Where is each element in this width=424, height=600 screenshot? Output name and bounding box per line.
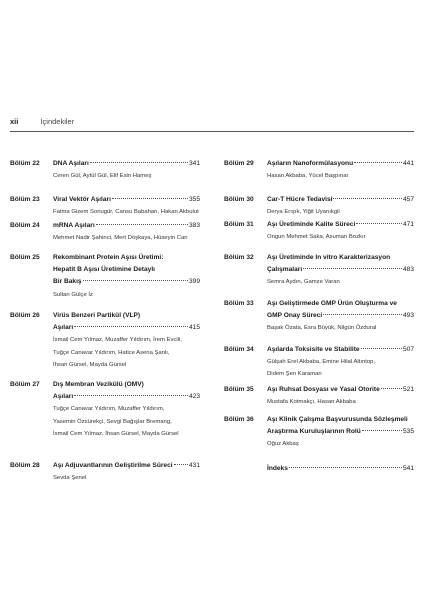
toc-entry[interactable] (10, 310, 200, 371)
entry-body (53, 252, 200, 301)
chapter-title-line-with-page (53, 391, 200, 403)
toc-entry[interactable] (224, 194, 414, 218)
dot-leader (289, 467, 402, 468)
chapter-title: Bir Bakış (53, 278, 82, 286)
chapter-title: Viral Vektör Aşıları (53, 196, 111, 203)
chapter-number: Bölüm 24 (10, 222, 40, 229)
toc-entry[interactable] (10, 252, 200, 301)
chapter-title: Aşıları (53, 324, 74, 332)
chapter-number: Bölüm 29 (224, 160, 254, 167)
chapter-authors: Fatma Gizem Sonugür, Cansu Babahan, Hakan Akbulut (53, 209, 199, 216)
chapter-number: Bölüm 30 (224, 196, 254, 203)
chapter-title-line: Aşı Geliştirmede GMP Ürün Oluşturma ve (267, 300, 397, 307)
chapter-title: İndeks (267, 465, 288, 472)
chapter-title-line-with-page (53, 322, 200, 334)
dot-leader (303, 268, 402, 269)
toc-entry[interactable] (10, 460, 200, 484)
entry-body (267, 298, 414, 335)
chapter-authors: Mustafa Kotmakçı, Hasan Akbaba (267, 399, 356, 406)
dot-leader (96, 224, 188, 225)
entry-body (267, 344, 414, 381)
chapter-authors: Başak Özata, Esra Büyük, Nilgün Özdural (267, 325, 377, 332)
page-number: 535 (402, 428, 414, 436)
page-number: 399 (188, 278, 200, 286)
toc-entry[interactable] (10, 379, 200, 440)
chapter-authors: Derya Erışık, Yiğit Uyanıkgil (267, 209, 340, 216)
chapter-authors: İhsan Gürsel, Mayda Gürsel (53, 361, 127, 368)
chapter-title: GMP Onay Süreci (267, 312, 323, 320)
chapter-title: mRNA Aşıları (53, 222, 95, 229)
dot-leader (356, 223, 402, 224)
dot-leader (333, 198, 402, 199)
dot-leader (381, 388, 402, 389)
chapter-number: Bölüm 25 (10, 254, 40, 261)
toc-entry[interactable] (224, 158, 414, 182)
chapter-title: Aşı Üretiminde Kalite Süreci (267, 221, 356, 228)
toc-entry[interactable] (10, 194, 200, 218)
page-number: 471 (402, 221, 414, 228)
page-number: 355 (188, 196, 200, 203)
chapter-number: Bölüm 35 (224, 386, 254, 393)
chapter-title-line-with-page (267, 219, 414, 231)
chapter-title-line-with-page (267, 158, 414, 170)
entry-body (53, 220, 200, 244)
chapter-number: Bölüm 23 (10, 196, 40, 203)
chapter-title-line-with-page (53, 460, 200, 472)
chapter-authors: Semra Aydın, Gamze Varan (267, 279, 340, 286)
toc-entry[interactable] (10, 158, 200, 182)
page-number: 383 (188, 222, 200, 229)
chapter-title-line-with-page (53, 276, 200, 288)
toc-entry[interactable] (224, 414, 414, 451)
chapter-authors: Didem Şen Karaman (267, 371, 322, 378)
chapter-title-line-with-page (267, 344, 414, 356)
dot-leader (90, 162, 188, 163)
toc-entry[interactable] (224, 463, 414, 475)
page-number: 431 (188, 462, 200, 469)
toc-entry[interactable] (10, 220, 200, 244)
chapter-title-line-with-page (267, 463, 414, 475)
chapter-title-line: Dış Membran Vezikülü (OMV) (53, 381, 144, 388)
chapter-number: Bölüm 22 (10, 160, 40, 167)
chapter-title: Aşılarda Toksisite ve Stabilite (267, 346, 360, 353)
chapter-number: Bölüm 36 (224, 416, 254, 423)
page-number: 541 (402, 465, 414, 472)
dot-leader (323, 314, 402, 315)
page-number: 341 (188, 160, 200, 167)
toc-entry[interactable] (224, 219, 414, 243)
toc-entry[interactable] (224, 344, 414, 381)
chapter-title-line-with-page (53, 194, 200, 206)
chapter-title-line-with-page (53, 158, 200, 170)
toc-entry[interactable] (224, 252, 414, 289)
entry-body (267, 384, 414, 408)
entry-body (53, 158, 200, 182)
entry-body (53, 194, 200, 218)
entry-body (267, 158, 414, 182)
chapter-number: Bölüm 34 (224, 346, 254, 353)
chapter-title-line-with-page (53, 220, 200, 232)
chapter-authors: İsmail Cem Yılmaz, İhsan Gürsel, Mayda Gürsel (53, 430, 179, 437)
page-number: 441 (402, 160, 414, 167)
entry-body (267, 219, 414, 243)
chapter-authors: Tuğçe Canavar Yıldırım, Muzaffer Yıldırım, (53, 406, 165, 413)
chapter-title-line-with-page (267, 310, 414, 322)
chapter-authors: Mehmet Nadir Şahinci, Mert Döşkaya, Hüseyin Can (53, 235, 188, 242)
chapter-title: Araştırma Kuruluşlarının Rolü (267, 428, 361, 436)
chapter-authors: Sultan Gülçe İz (53, 291, 93, 298)
chapter-title: Aşı Ruhsat Dosyası ve Yasal Otorite (267, 386, 380, 393)
chapter-number: Bölüm 33 (224, 300, 254, 307)
dot-leader (354, 162, 402, 163)
chapter-title: Aşı Adjuvantlarının Geliştirilme Süreci (53, 462, 173, 469)
dot-leader (112, 198, 188, 199)
chapter-number: Bölüm 31 (224, 221, 254, 228)
chapter-title: DNA Aşıları (53, 160, 89, 167)
entry-body (267, 414, 414, 451)
chapter-title-line: Aşı Üretiminde In vitro Karakterizasyon (267, 254, 391, 261)
toc-entry[interactable] (224, 384, 414, 408)
dot-leader (83, 280, 188, 281)
chapter-authors: Oğuz Akbaş (267, 441, 299, 448)
chapter-title: Car-T Hücre Tedavisi (267, 196, 333, 203)
dot-leader (74, 326, 188, 327)
dot-leader (361, 348, 402, 349)
chapter-title-line: Rekombinant Protein Aşısı Üretimi: (53, 254, 164, 261)
chapter-number: Bölüm 28 (10, 462, 40, 469)
chapter-number: Bölüm 32 (224, 254, 254, 261)
chapter-title-line-with-page (267, 264, 414, 276)
dot-leader (362, 430, 402, 431)
chapter-title-line-with-page (267, 384, 414, 396)
page-number: 521 (402, 386, 414, 393)
page-number: 423 (188, 393, 200, 401)
toc-entry[interactable] (224, 298, 414, 335)
entry-body (53, 460, 200, 484)
chapter-authors: Gülşah Erel Akbaba, Emine Hilal Altıntop, (267, 359, 376, 366)
chapter-authors: Ongun Mehmet Saka, Asuman Bozkır (267, 234, 366, 241)
chapter-authors: İsmail Cem Yılmaz, Muzaffer Yıldırım, İrem Evcili, (53, 337, 182, 344)
page-number: 415 (188, 324, 200, 332)
chapter-title-line: Aşı Klinik Çalışma Başvurusunda Sözleşmeli (267, 416, 408, 423)
entry-body (267, 194, 414, 218)
entry-body (53, 379, 200, 440)
dot-leader (74, 395, 188, 396)
chapter-number: Bölüm 26 (10, 312, 40, 319)
page-number: 483 (402, 266, 414, 274)
chapter-title-line-with-page (267, 194, 414, 206)
header-divider (10, 131, 414, 132)
running-title: İçindekiler (40, 117, 75, 126)
page-number: xii (10, 117, 19, 126)
chapter-number (224, 463, 267, 475)
chapter-authors: Tuğçe Canavar Yıldırım, Hatice Asena Şanlı, (53, 349, 170, 356)
chapter-title: Çalışmaları (267, 266, 303, 274)
chapter-authors: Ceren Gül, Aytül Gül, Elif Esin Hameş (53, 173, 152, 180)
chapter-number: Bölüm 27 (10, 381, 40, 388)
chapter-title-line-with-page (267, 426, 414, 438)
chapter-title: Aşıların Nanoformülasyonu (267, 160, 354, 167)
chapter-title-line: Hepatit B Aşısı Üretimine Detaylı (53, 266, 155, 274)
page-number: 507 (402, 346, 414, 353)
chapter-title-line: Virüs Benzeri Partikül (VLP) (53, 312, 141, 319)
entry-body (53, 310, 200, 371)
page-number: 457 (402, 196, 414, 203)
chapter-authors: Hasan Akbaba, Yücel Başpınar (267, 173, 349, 180)
entry-body (267, 252, 414, 289)
entry-body (267, 463, 414, 475)
page-header (10, 117, 414, 126)
page-number: 493 (402, 312, 414, 320)
dot-leader (174, 464, 188, 465)
chapter-authors: Sevda Şenel (53, 475, 87, 482)
chapter-authors: Yasemin Özsürekçi, Sevgi Bağışlar Bremang, (53, 418, 172, 425)
chapter-title: Aşıları (53, 393, 74, 401)
